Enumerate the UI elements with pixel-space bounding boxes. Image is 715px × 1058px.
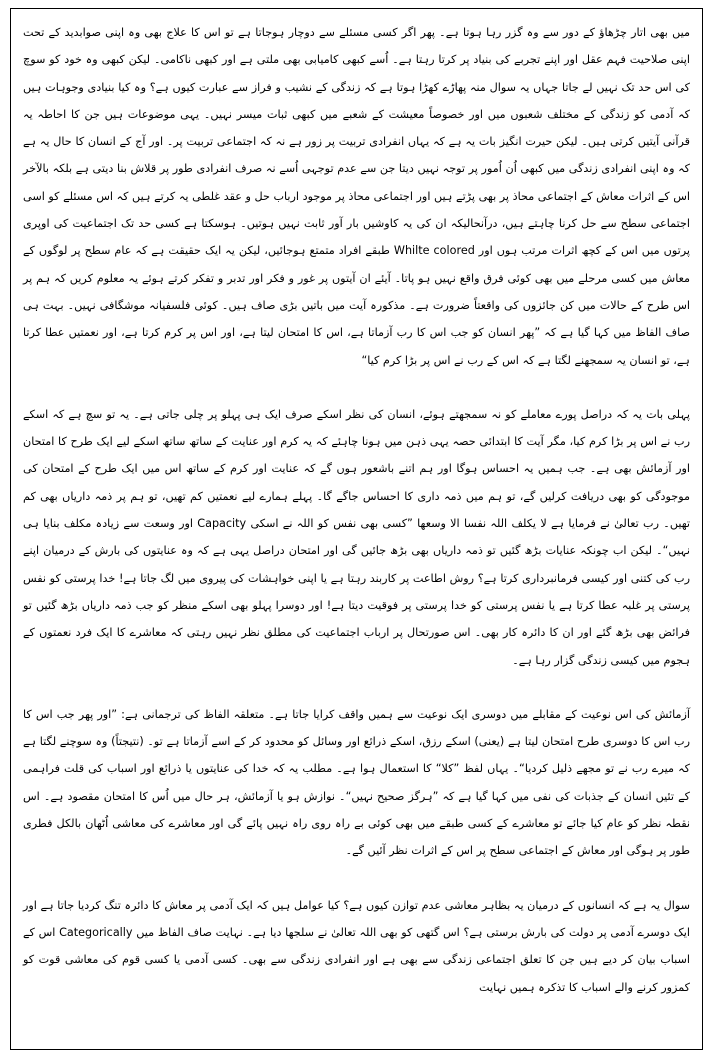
article-body: [23, 19, 690, 1043]
page-frame: [10, 8, 703, 1050]
paragraph-1: میں بھی اتار چڑھاؤ کے دور سے وہ گزر رہا ہوتا ہے۔ پھر اگر کسی مسئلے سے دوچار ہوجاتا ہے تو اس کا علاج بھی وہ اپنی صوابدید کے تحت اپنی صلاحیت فہم عقل اور اپنے تجربے کی بنیاد پر کرتا رہتا ہے۔ اُسے کبھی کامیابی بھی ملتی ہے اور کبھی ناکامی۔ لیکن کبھی وہ خود کو سوچ کی اس حد تک نہیں لے جاتا جہاں یہ سوال منہ پھاڑے کھڑا ہوتا ہے کہ زندگی کے نشیب و فراز سے عبارت کیوں ہے؟ وہ کیا بنیادی وجوہات ہیں کہ آدمی کو زندگی کے مختلف شعبوں میں اور خصوصاً معیشت کے شعبے میں کبھی ثبات میسر نہیں۔ یہی موضوعات ہیں جن کا احاطہ یہ قرآنی آیتیں کرتی ہیں۔ لیکن حیرت انگیز بات یہ ہے کہ یہاں انفرادی تربیت پر زور ہے نہ کہ اجتماعی تربیت پر۔ اور آج کے انسان کا حال یہ ہے کہ وہ اپنی انفرادی زندگی میں کبھی اُن اُمور پر توجہ نہیں دیتا جن سے عدم توجہی اُسے نہ صرف انفرادی طور پر قلاش بنا دیتی ہے بلکہ بالآخر اس کے اثرات معاش کے اجتماعی محاذ پر بھی پڑتے ہیں اور اجتماعی محاذ پر موجود ارباب حل و عقد غلطی یہ کرتے ہیں کہ اس مسئلے کو اسی اجتماعی سطح سے حل کرنا چاہتے ہیں، درآنحالیکہ ان کی یہ کاوشیں بار آور ثابت نہیں ہوتیں۔ ہوسکتا ہے کسی حد تک اجتماعیت کی اوپری پرتوں میں اس کے کچھ اثرات مرتب ہوں اور Whilte colored طبقے افراد متمتع ہوجائیں، لیکن یہ ایک حقیقت ہے کہ عام سطح پر لوگوں کے معاش میں کسی مرحلے میں بھی کوئی فرق واقع نہیں ہو پاتا۔ آیئے ان آیتوں پر غور و فکر اور تدبر و تفکر کرتے ہوئے یہ معلوم کریں کہ ہم پر اس طرح کے حالات میں کن جائزوں کی واقعتاً ضرورت ہے۔ مذکورہ آیت میں باتیں بڑی صاف ہیں۔ کوئی فلسفیانہ موشگافی نہیں۔ بہت ہی صاف الفاظ میں کہا گیا ہے کہ ”پھر انسان کو جب اس کا رب آزماتا ہے، اس کا امتحان لیتا ہے، اور اس پر کرم کرتا ہے، اور نعمتیں عطا کرتا ہے، تو انسان یہ سمجھنے لگتا ہے کہ اس کے رب نے اس پر بڑا کرم کیا“: [23, 26, 690, 367]
paragraph-4: سوال یہ ہے کہ انسانوں کے درمیان یہ بظاہر معاشی عدم توازن کیوں ہے؟ کیا عوامل ہیں کہ ایک آدمی پر معاش کا دائرہ تنگ کردیا جاتا ہے اور ایک دوسرے آدمی پر دولت کی بارش برستی ہے؟ اس گتھی کو بھی اللہ تعالیٰ نے سلجھا دیا ہے۔ نہایت صاف الفاظ میں Categorically اس کے اسباب بیان کر دیے ہیں جن کا تعلق اجتماعی زندگی سے بھی ہے اور انفرادی زندگی سے بھی۔ کسی آدمی یا کسی قوم کی معاشی قوت کو کمزور کرنے والے اسباب کا تذکرہ ہمیں نہایت: [23, 898, 690, 994]
paragraph-2: پہلی بات یہ کہ دراصل پورے معاملے کو نہ سمجھتے ہوئے، انسان کی نظر اسکے صرف ایک ہی پہلو پر چلی جاتی ہے۔ یہ تو سچ ہے کہ اسکے رب نے اس پر بڑا کرم کیا، مگر آیت کا ابتدائی حصہ یہی ذہن میں ہونا چاہئے کہ یہ کرم اور عنایت کے ساتھ ساتھ اسکے لیے ایک طرح کا امتحان اور آزمائش بھی ہے۔ جب ہمیں یہ احساس ہوگا اور ہم اتنے باشعور ہوں گے کہ عنایت اور کرم کے ساتھ اس میں ایک طرح کے امتحان کی موجودگی کو بھی دریافت کرلیں گے، تو ہم میں ذمہ داری کا احساس جاگے گا۔ پہلے ہمارے لیے نعمتیں کم تھیں، تو ہم پر ذمہ داریاں بھی کم تھیں۔ رب تعالیٰ نے فرمایا ہے لا یکلف اللہ نفسا الا وسعھا ”کسی بھی نفس کو اللہ نے اسکی Capacity اور وسعت سے زیادہ مکلف بنایا ہی نہیں“۔ لیکن اب چونکہ عنایات بڑھ گئیں تو ذمہ داریاں بھی بڑھ جائیں گی اور امتحان دراصل یہی ہے کہ وہ عنایتوں کی بارش کے درمیان اپنے رب کی کتنی اور کیسی فرمانبرداری کرتا ہے؟ روش اطاعت پر کاربند رہتا ہے یا اپنی خواہشات کی پیروی میں لگ جاتا ہے! خدا پرستی کو نفس پرستی پر غلبہ عطا کرتا ہے یا نفس پرستی کو خدا پرستی پر فوقیت دیتا ہے! اور دوسرا پہلو بھی اسکے منظر کو جب ذمہ داریاں بڑھ گئیں تو فرائض بھی بڑھ گئے اور ان کا دائرہ کار بھی۔ اس صورتحال پر ارباب اجتماعیت کی مطلق نظر نہیں رہتی کہ معاشرے کا ایک فرد نعمتوں کے ہجوم میں کیسی زندگی گزار رہا ہے۔: [23, 407, 690, 667]
paragraph-3: آزمائش کی اس نوعیت کے مقابلے میں دوسری ایک نوعیت سے ہمیں واقف کرایا جاتا ہے۔ متعلقہ الفاظ کی ترجمانی ہے: ”اور پھر جب اس کا رب اس کا دوسری طرح امتحان لیتا ہے (یعنی) اسکے رزق، اسکے ذرائع اور وسائل کو محدود کر کے اسے آزماتا ہے تو۔ (نتیجتاً) وہ سوچنے لگتا ہے کہ میرے رب نے تو مجھے ذلیل کردیا“۔ یہاں لفظ ”کلا“ کا استعمال ہوا ہے۔ مطلب یہ کہ خدا کی عنایتوں یا ذرائع اور اسباب کی قلت فراہمی کے تئیں انسان کے جذبات کی نفی میں کہا گیا ہے کہ ”ہرگز صحیح نہیں“۔ نوازش ہو یا آزمائش، ہر حال میں اُس کا امتحان مقصود ہے۔ اس نقطہ نظر کو عام کیا جائے تو معاشرے کے کسی طبقے میں بھی کوئی بے راہ روی راہ نہیں پائے گی اور معاشرے کی معاشی اُٹھان بالکل فطری طور پر ہوگی اور معاش کے اجتماعی سطح پر اس کے اثرات نظر آئیں گے۔: [23, 707, 690, 858]
